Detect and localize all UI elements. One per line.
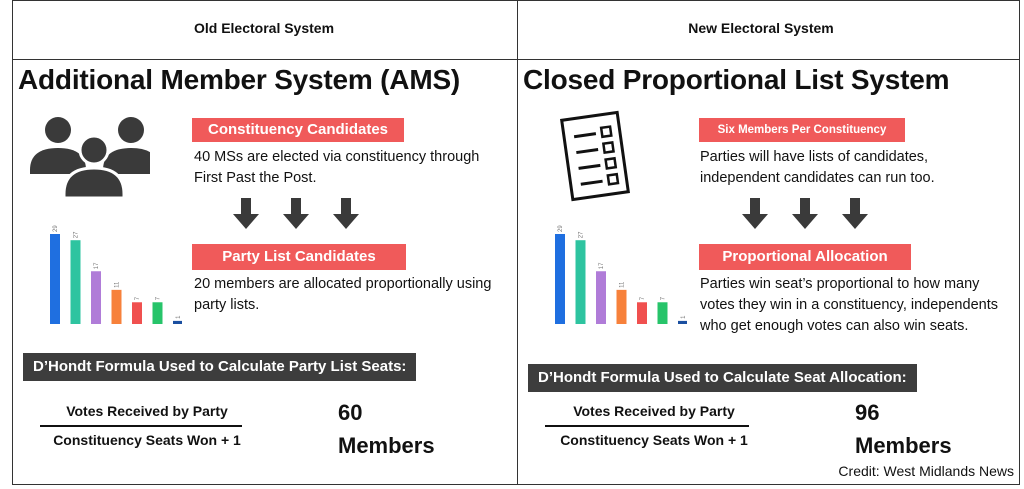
- chart-bar: [173, 321, 182, 324]
- chart-data-label: 1: [681, 315, 687, 319]
- column-header-old: Old Electoral System: [193, 20, 335, 36]
- formula-denominator-right: Constituency Seats Won + 1: [560, 432, 748, 448]
- new-system-panel: [517, 0, 1021, 485]
- chart-bar: [71, 240, 81, 324]
- member-label-right: Members: [855, 433, 952, 458]
- chart-bar: [637, 302, 647, 324]
- credit-text: Credit: West Midlands News: [838, 463, 1014, 479]
- chart-data-label: 7: [135, 296, 141, 301]
- constituency-candidates-text: 40 MSs are elected via constituency through First Past the Post.: [194, 149, 480, 186]
- chart-bar: [132, 302, 142, 324]
- checklist-icon: [555, 108, 635, 204]
- formula-denominator-left: Constituency Seats Won + 1: [53, 432, 241, 448]
- down-arrow-icon: [841, 198, 869, 230]
- chart-bar: [91, 271, 101, 324]
- proportional-allocation-label: Proportional Allocation: [699, 244, 911, 270]
- party-list-candidates-label: Party List Candidates: [192, 244, 406, 270]
- chart-data-label: 7: [660, 296, 667, 301]
- chart-data-label: 27: [73, 231, 80, 239]
- chart-data-label: 17: [94, 262, 100, 270]
- six-members-text: Parties will have lists of candidates, independent candidates can run too.: [700, 149, 935, 186]
- chart-data-label: 29: [53, 225, 59, 232]
- fraction-line-left: [40, 425, 242, 427]
- seat-bar-chart-right: [537, 220, 687, 328]
- formula-heading-right: D’Hondt Formula Used to Calculate Seat Allocation:: [528, 364, 917, 392]
- formula-numerator-right: Votes Received by Party: [573, 403, 735, 419]
- chart-data-label: 7: [640, 296, 646, 301]
- chart-data-label: 1: [176, 315, 182, 319]
- fraction-line-right: [545, 425, 749, 427]
- chart-bar: [617, 290, 627, 324]
- chart-bar: [555, 234, 565, 324]
- six-members-label: Six Members Per Constituency: [699, 118, 905, 142]
- seat-bar-chart-left: [32, 220, 182, 328]
- constituency-candidates-label: Constituency Candidates: [192, 118, 404, 142]
- old-system-panel: [12, 0, 516, 485]
- down-arrow-icon: [332, 198, 360, 230]
- chart-bar: [576, 240, 586, 324]
- chart-bar: [678, 321, 687, 324]
- formula-numerator-left: Votes Received by Party: [66, 403, 228, 419]
- system-title-closed-list: Closed Proportional List System: [523, 64, 950, 95]
- people-group-icon: [28, 110, 150, 198]
- chart-data-label: 29: [558, 225, 564, 232]
- chart-bar: [50, 234, 60, 324]
- party-list-candidates-text: 20 members are allocated proportionally using party lists.: [194, 276, 492, 313]
- column-header-new: New Electoral System: [688, 20, 834, 36]
- chart-bar: [596, 271, 606, 324]
- chart-bar: [112, 290, 122, 324]
- chart-data-label: 7: [155, 296, 162, 301]
- system-title-ams: Additional Member System (AMS): [18, 64, 461, 95]
- member-count-left: 60: [338, 400, 363, 425]
- chart-data-label: 27: [578, 231, 585, 239]
- chart-data-label: 17: [599, 262, 605, 270]
- down-arrow-icon: [232, 198, 260, 230]
- down-arrows: [741, 198, 869, 230]
- proportional-allocation-text: Parties win seat’s proportional to how many votes they win in a constituency, independents who get enough votes can also win seats.: [700, 276, 998, 334]
- down-arrow-icon: [741, 198, 769, 230]
- formula-heading-left: D’Hondt Formula Used to Calculate Party List Seats:: [23, 353, 416, 381]
- member-label-left: Members: [338, 433, 435, 458]
- chart-data-label: 11: [114, 281, 121, 288]
- down-arrow-icon: [791, 198, 819, 230]
- chart-bar: [153, 302, 163, 324]
- down-arrows: [232, 198, 360, 230]
- member-count-right: 96: [855, 400, 880, 425]
- chart-data-label: 11: [619, 281, 626, 288]
- down-arrow-icon: [282, 198, 310, 230]
- chart-bar: [658, 302, 668, 324]
